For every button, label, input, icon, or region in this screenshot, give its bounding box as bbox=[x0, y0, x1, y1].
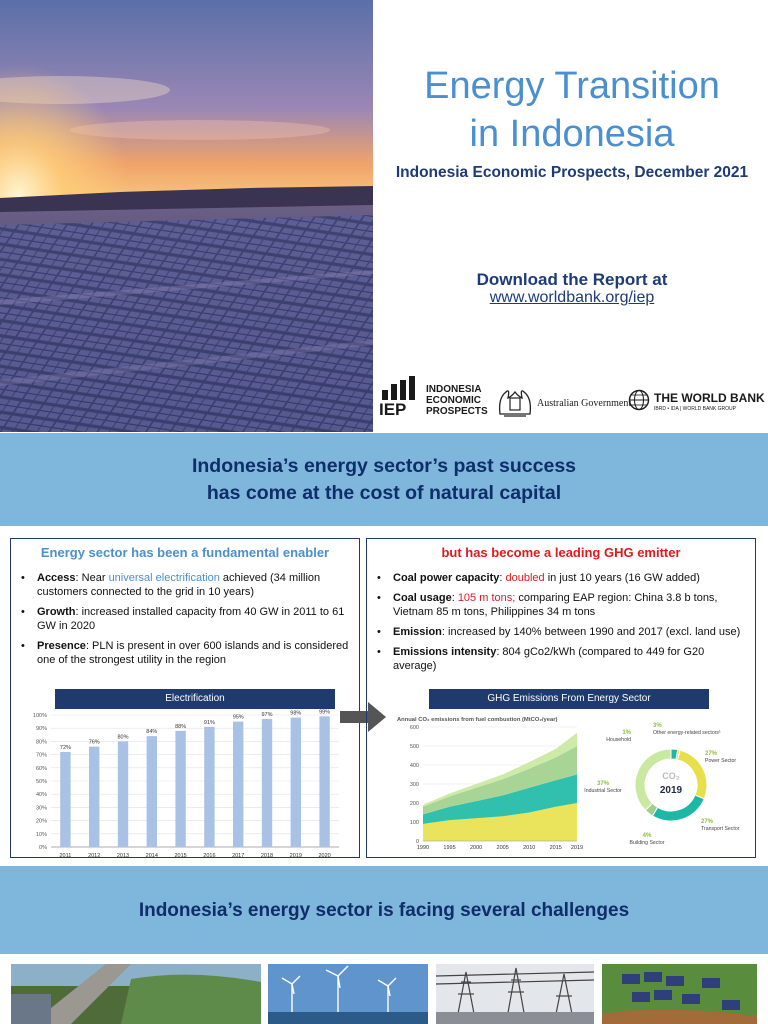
bullet-presence: • Presence: PLN is present in over 600 islands and is considered one of the strongest utility in the region bbox=[17, 639, 349, 667]
bar-2018 bbox=[262, 719, 272, 847]
iep-logo-text bbox=[426, 384, 488, 417]
x-tick-label: 1995 bbox=[443, 845, 456, 851]
bar-value-label: 84% bbox=[146, 729, 158, 736]
bar-2013 bbox=[118, 741, 128, 847]
section-banner-past-success bbox=[0, 433, 768, 526]
donut-percent-label: 3% bbox=[653, 723, 662, 729]
photo-rooftop-solar bbox=[602, 964, 757, 1024]
y-tick-label: 80% bbox=[35, 739, 47, 746]
bar-value-label: 91% bbox=[203, 719, 215, 726]
bullet-access: • Access: Near universal electrification achieved (34 million customers connected to the grid in 10 years) bbox=[17, 571, 349, 599]
donut-percent-label: 27% bbox=[705, 751, 718, 757]
enabler-panel bbox=[10, 538, 360, 858]
donut-sector-label: Power Sector bbox=[705, 758, 737, 764]
iep-logo-mark: IEP bbox=[379, 400, 407, 419]
x-tick-label: 2000 bbox=[469, 845, 483, 851]
x-tick-label: 2010 bbox=[523, 845, 536, 851]
x-tick-label: 2013 bbox=[116, 853, 130, 859]
y-tick-label: 600 bbox=[409, 725, 419, 731]
world-bank-globe-icon bbox=[628, 389, 650, 411]
world-bank-subtitle: IBRD • IDA | WORLD BANK GROUP bbox=[654, 406, 736, 412]
banner-line-1: Indonesia’s energy sector’s past success bbox=[191, 455, 577, 477]
donut-co2-label: CO₂ bbox=[662, 771, 680, 781]
bar-value-label: 76% bbox=[88, 739, 100, 746]
donut-sector-label: Other energy-related sectors¹ bbox=[653, 730, 721, 736]
y-tick-label: 500 bbox=[409, 744, 419, 750]
x-tick-label: 1990 bbox=[416, 845, 430, 851]
bar-2011 bbox=[60, 752, 70, 847]
electrification-chart-title: Electrification bbox=[55, 689, 335, 709]
report-title bbox=[376, 62, 768, 158]
x-tick-label: 2015 bbox=[549, 845, 562, 851]
iep-line-2: ECONOMIC bbox=[426, 395, 481, 406]
bar-2012 bbox=[89, 747, 99, 847]
y-tick-label: 50% bbox=[35, 779, 47, 785]
section-banner-challenges: Indonesia’s energy sector is facing several challenges bbox=[0, 866, 768, 954]
report-subtitle: Indonesia Economic Prospects, December 2021 bbox=[395, 164, 749, 181]
australian-government-logo: Australian Government bbox=[537, 398, 632, 409]
download-label: Download the Report at bbox=[476, 270, 668, 289]
bar-2019 bbox=[291, 718, 301, 847]
banner-line-2: has come at the cost of natural capital bbox=[206, 482, 562, 504]
enabler-bullets bbox=[11, 571, 359, 667]
x-tick-label: 2019 bbox=[570, 845, 584, 851]
bar-value-label: 99% bbox=[319, 709, 331, 716]
y-tick-label: 0% bbox=[39, 845, 47, 851]
donut-sector-label: Building Sector bbox=[629, 840, 665, 846]
bar-value-label: 95% bbox=[232, 714, 244, 721]
y-tick-label: 300 bbox=[409, 782, 419, 788]
co2-sector-donut-chart bbox=[584, 713, 749, 851]
title-line-2: in Indonesia bbox=[469, 113, 675, 155]
photo-dam bbox=[11, 964, 261, 1024]
donut-sector-label: Industrial Sector bbox=[584, 788, 622, 794]
donut-percent-label: 37% bbox=[596, 781, 610, 787]
co2-emissions-area-chart bbox=[397, 713, 587, 851]
coat-of-arms-icon bbox=[496, 384, 534, 418]
x-tick-label: 2020 bbox=[318, 853, 331, 859]
x-tick-label: 2005 bbox=[496, 845, 509, 851]
ghg-chart-title: GHG Emissions From Energy Sector bbox=[429, 689, 709, 709]
bullet-growth: • Growth: increased installed capacity from 40 GW in 2011 to 61 GW in 2020 bbox=[17, 605, 349, 633]
bar-value-label: 88% bbox=[175, 723, 187, 730]
y-tick-label: 90% bbox=[35, 726, 47, 733]
emitter-bullets bbox=[367, 571, 755, 673]
x-tick-label: 2016 bbox=[203, 853, 216, 859]
enabler-heading: Energy sector has been a fundamental enabler bbox=[40, 545, 330, 560]
area-chart-title: Annual CO₂ emissions from fuel combustion (MtCO₂/year) bbox=[397, 717, 558, 723]
iep-line-1: INDONESIA bbox=[426, 384, 482, 395]
x-tick-label: 2017 bbox=[232, 853, 245, 859]
bar-2014 bbox=[147, 736, 157, 847]
y-tick-label: 30% bbox=[35, 805, 47, 812]
bullet-coal-capacity: • Coal power capacity: doubled in just 10 years (16 GW added) bbox=[373, 571, 745, 585]
bullet-intensity: • Emissions intensity: 804 gCo2/kWh (compared to 449 for G20 average) bbox=[373, 645, 745, 673]
donut-year-label: 2019 bbox=[659, 785, 683, 796]
bar-value-label: 97% bbox=[261, 711, 273, 718]
y-tick-label: 20% bbox=[35, 818, 47, 825]
x-tick-label: 2018 bbox=[260, 853, 274, 859]
donut-percent-label: 1% bbox=[622, 730, 631, 736]
solar-farm-photo bbox=[0, 0, 373, 432]
bar-2017 bbox=[233, 722, 243, 847]
y-tick-label: 60% bbox=[35, 765, 47, 772]
bar-value-label: 98% bbox=[290, 710, 302, 717]
iep-bars-icon bbox=[382, 376, 415, 400]
bullet-emission: • Emission: increased by 140% between 1990 and 2017 (excl. land use) bbox=[373, 625, 745, 639]
x-tick-label: 2012 bbox=[88, 853, 101, 859]
partner-logos bbox=[376, 372, 768, 424]
y-tick-label: 70% bbox=[35, 752, 47, 759]
emitter-heading: but has become a leading GHG emitter bbox=[441, 545, 681, 560]
bar-value-label: 72% bbox=[59, 744, 71, 751]
donut-percent-label: 4% bbox=[642, 833, 652, 839]
y-tick-label: 0 bbox=[415, 839, 419, 845]
x-tick-label: 2019 bbox=[289, 853, 302, 859]
world-bank-logo: THE WORLD BANK bbox=[654, 391, 765, 405]
x-tick-label: 2011 bbox=[59, 853, 72, 859]
photo-wind-turbines bbox=[268, 964, 428, 1024]
y-tick-label: 10% bbox=[35, 831, 47, 838]
iep-line-3: PROSPECTS bbox=[426, 406, 488, 417]
y-tick-label: 100% bbox=[32, 713, 47, 719]
y-tick-label: 40% bbox=[35, 792, 47, 799]
donut-sector-label: Household bbox=[606, 737, 631, 743]
bullet-coal-usage: • Coal usage: 105 m tons; comparing EAP region: China 3.8 b tons, Vietnam 85 m tons, Philippines 34 m tons bbox=[373, 591, 745, 619]
donut-sector-label: Transport Sector bbox=[701, 826, 740, 832]
x-tick-label: 2014 bbox=[145, 853, 158, 859]
bar-2016 bbox=[204, 727, 214, 847]
donut-percent-label: 27% bbox=[701, 819, 714, 825]
bar-2015 bbox=[175, 731, 185, 847]
y-tick-label: 400 bbox=[409, 763, 419, 769]
bar-2020 bbox=[319, 716, 329, 847]
y-tick-label: 200 bbox=[409, 801, 419, 807]
electrification-bar-chart bbox=[17, 709, 347, 869]
y-tick-label: 100 bbox=[409, 820, 419, 826]
x-tick-label: 2015 bbox=[174, 853, 187, 859]
photo-power-substation bbox=[436, 964, 594, 1024]
bar-value-label: 80% bbox=[117, 734, 129, 741]
donut-slice-3 bbox=[653, 795, 705, 821]
download-link[interactable]: www.worldbank.org/iep bbox=[489, 289, 655, 306]
title-line-1: Energy Transition bbox=[424, 65, 720, 107]
emitter-panel bbox=[366, 538, 756, 858]
